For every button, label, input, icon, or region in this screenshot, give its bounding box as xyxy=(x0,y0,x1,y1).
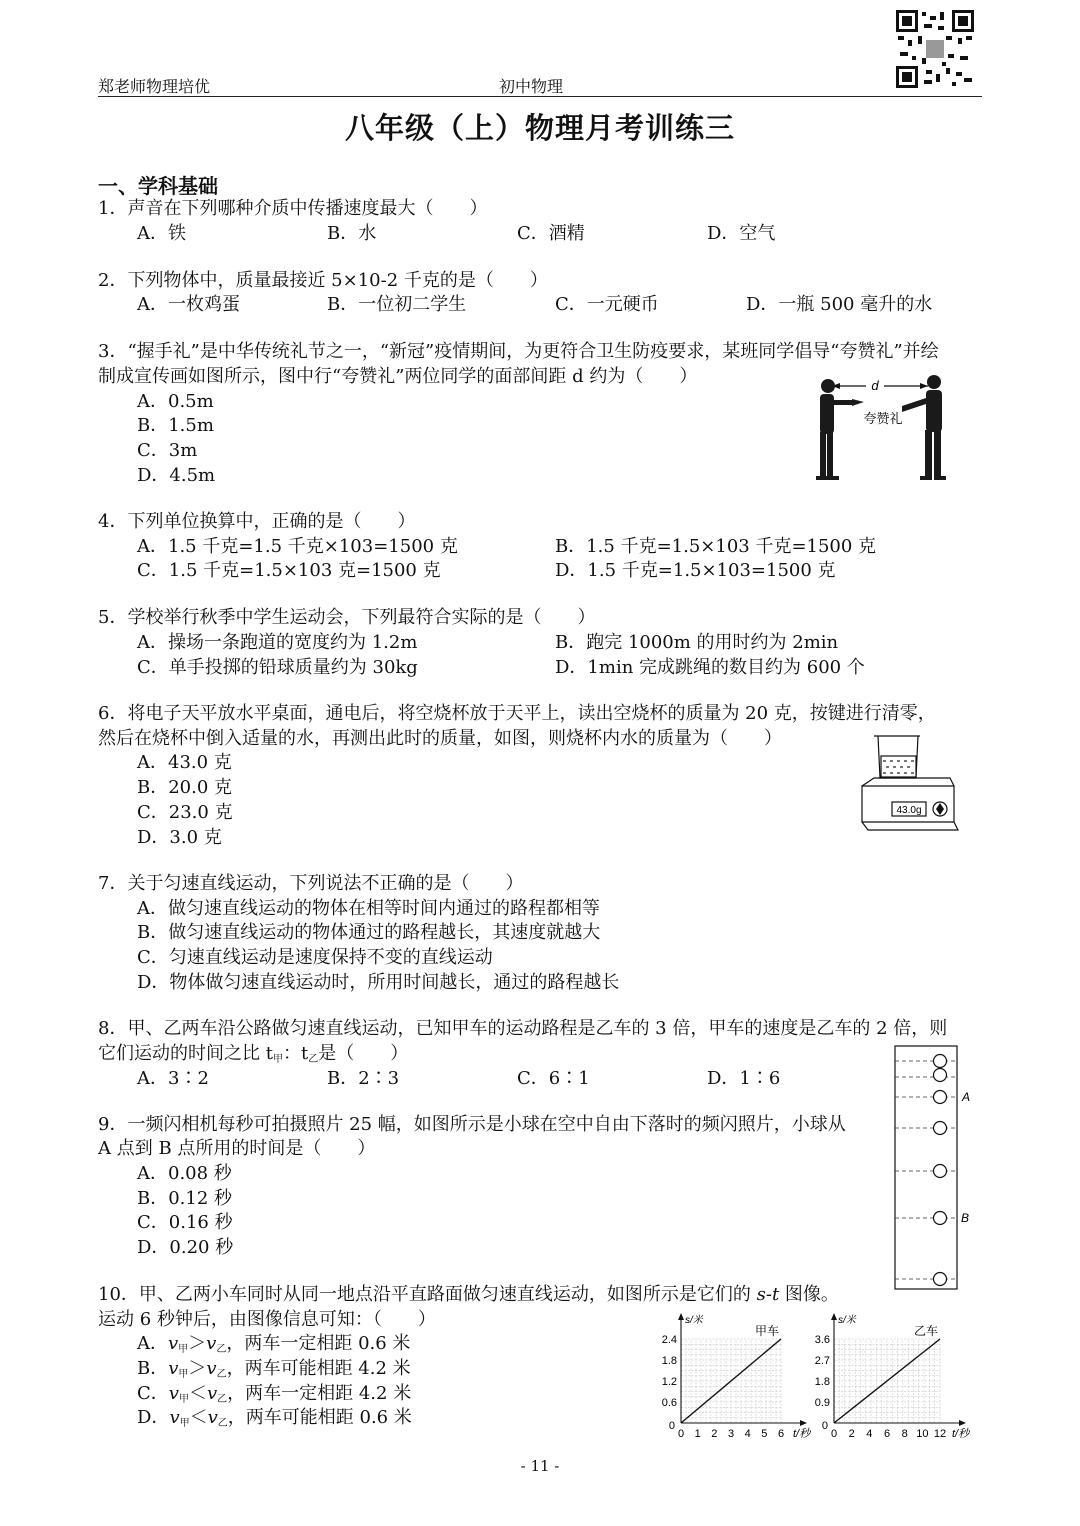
q5-stem: 5．学校举行秋季中学生运动会，下列最符合实际的是（ ） xyxy=(98,607,596,628)
point-a-label: A xyxy=(962,1090,971,1104)
x-axis-arrow xyxy=(959,1420,966,1426)
y-tick-label: 1.2 xyxy=(661,1376,677,1388)
point-b-label: B xyxy=(961,1211,970,1225)
x-tick-label: 6 xyxy=(777,1428,785,1440)
q3-figure xyxy=(810,372,970,484)
y-tick-label: 0.6 xyxy=(661,1397,677,1409)
chart-yi-car xyxy=(808,1305,988,1440)
x-tick-label: 3 xyxy=(727,1428,735,1440)
q5-option-c: C．单手投掷的铅球质量约为 30kg xyxy=(137,657,418,678)
y-tick-label: 2.4 xyxy=(661,1334,677,1346)
q7-option-d: D．物体做匀速直线运动时，所用时间越长，通过的路程越长 xyxy=(137,972,620,993)
q10-option-a: A．$v_甲>v_乙$，两车一定相距 0.6 米 xyxy=(137,1333,411,1355)
x-tick-label: 6 xyxy=(883,1428,891,1440)
q3-stem-line1: 3．“握手礼”是中华传统礼节之一，“新冠”疫情期间，为更符合卫生防疫要求，某班同学倡导“夸赞礼”并绘 xyxy=(98,341,939,362)
q7-option-c: C．匀速直线运动是速度保持不变的直线运动 xyxy=(137,947,493,968)
q9-option-a: A．0.08 秒 xyxy=(137,1163,232,1184)
q4-option-b: B．1.5 千克=1.5×103 千克=1500 克 xyxy=(555,536,877,557)
q6-option-a: A．43.0 克 xyxy=(137,752,232,773)
q9-option-d: D．0.20 秒 xyxy=(137,1237,234,1258)
q9-stem-line2: A 点到 B 点所用的时间是（ ） xyxy=(98,1138,376,1159)
q10-stem-line2: 运动 6 秒钟后，由图像信息可知：（ ） xyxy=(98,1309,436,1330)
q6-option-b: B．20.0 克 xyxy=(137,777,233,798)
ball xyxy=(934,1069,947,1082)
ball xyxy=(934,1165,947,1178)
person-left xyxy=(816,379,852,480)
section-heading: 一、学科基础 xyxy=(98,174,218,198)
q2-option-a: A．一枚鸡蛋 xyxy=(137,294,240,315)
q10-stem-line1: 10．甲、乙两小车同时从同一地点沿平直路面做匀速直线运动，如图所示是它们的 s-t 图像。 xyxy=(98,1284,839,1305)
header-rule xyxy=(98,96,982,97)
q7-stem: 7．关于匀速直线运动，下列说法不正确的是（ ） xyxy=(98,873,524,894)
q2-option-d: D．一瓶 500 毫升的水 xyxy=(746,294,933,315)
q8-option-d: D．1∶6 xyxy=(707,1068,781,1089)
q8-option-c: C．6∶1 xyxy=(517,1068,590,1089)
q8-option-a: A．3∶2 xyxy=(137,1068,209,1089)
x-tick-label: 2 xyxy=(711,1428,718,1440)
y-tick-label: 1.8 xyxy=(661,1355,677,1367)
chart-title: 甲车 xyxy=(754,1324,779,1338)
photo-frame xyxy=(895,1046,957,1289)
q1-option-d: D．空气 xyxy=(707,223,776,244)
origin-label: 0 xyxy=(821,1420,828,1432)
q3-option-d: D．4.5m xyxy=(137,465,216,486)
q6-stem-line2: 然后在烧杯中倒入适量的水，再测出此时的质量，如图，则烧杯内水的质量为（ ） xyxy=(98,728,782,749)
y-axis-label: s/米 xyxy=(838,1315,856,1326)
q6-stem-line1: 6．将电子天平放水平桌面，通电后，将空烧杯放于天平上，读出空烧杯的质量为 20 克，按键进行清零， xyxy=(98,703,936,724)
q2-option-c: C．一元硬币 xyxy=(555,294,659,315)
chart-jia-car xyxy=(655,1305,825,1440)
y-axis-label: s/米 xyxy=(685,1315,703,1326)
ball xyxy=(934,1091,947,1104)
qr-code xyxy=(896,10,974,88)
x-axis-label: t/秒 xyxy=(952,1428,970,1440)
x-axis-label: t/秒 xyxy=(793,1428,811,1440)
y-tick-label: 0.9 xyxy=(814,1397,830,1409)
q1-option-b: B．水 xyxy=(327,223,377,244)
x-tick-label: 0 xyxy=(830,1428,838,1440)
q8-option-b: B．2∶3 xyxy=(327,1068,400,1089)
q6-option-d: D．3.0 克 xyxy=(137,827,222,848)
q3-option-c: C．3m xyxy=(137,440,198,461)
q9-stem-line1: 9．一频闪相机每秒可拍摄照片 25 幅，如图所示是小球在空中自由下落时的频闪照片，小球从 xyxy=(98,1114,846,1135)
y-axis-arrow xyxy=(831,1313,837,1320)
header-center: 初中物理 xyxy=(499,77,564,96)
x-tick-label: 10 xyxy=(916,1428,929,1440)
page-number: - 11 - xyxy=(520,1457,560,1475)
x-tick-label: 12 xyxy=(933,1428,947,1440)
q8-stem-line2: 它们运动的时间之比 $t_甲$：$t_乙$是（ ） xyxy=(98,1043,409,1065)
q6-option-c: C．23.0 克 xyxy=(137,802,233,823)
x-tick-label: 0 xyxy=(677,1428,685,1440)
q10-option-d: D．$v_甲<v_乙$，两车可能相距 0.6 米 xyxy=(137,1407,412,1429)
y-tick-label: 2.7 xyxy=(814,1355,830,1367)
q3-stem-line2: 制成宣传画如图所示，图中行“夸赞礼”两位同学的面部间距 d 约为（ ） xyxy=(98,366,698,387)
ball xyxy=(934,1212,947,1225)
origin-label: 0 xyxy=(668,1420,675,1432)
ball xyxy=(934,1273,947,1286)
q2-option-b: B．一位初二学生 xyxy=(327,294,467,315)
y-axis-arrow xyxy=(678,1313,684,1320)
q10-option-b: B．$v_甲>v_乙$，两车可能相距 4.2 米 xyxy=(137,1358,411,1380)
q9-figure-strobe-photo xyxy=(893,1045,975,1291)
q8-stem-line1: 8．甲、乙两车沿公路做匀速直线运动，已知甲车的运动路程是乙车的 3 倍，甲车的速度是乙车的 2 倍，则 xyxy=(98,1018,948,1039)
ball xyxy=(934,1055,947,1068)
q9-option-b: B．0.12 秒 xyxy=(137,1188,233,1209)
q4-option-d: D．1.5 千克=1.5×103=1500 克 xyxy=(555,560,836,581)
x-tick-label: 1 xyxy=(694,1428,701,1440)
q5-option-d: D．1min 完成跳绳的数目约为 600 个 xyxy=(555,657,865,678)
q9-option-c: C．0.16 秒 xyxy=(137,1212,233,1233)
d-label: d xyxy=(871,378,879,393)
q5-option-a: A．操场一条跑道的宽度约为 1.2m xyxy=(137,632,418,653)
x-tick-label: 4 xyxy=(866,1428,873,1440)
x-tick-label: 5 xyxy=(761,1428,768,1440)
q6-figure-electronic-scale xyxy=(858,730,962,834)
q1-stem: 1．声音在下列哪种介质中传播速度最大（ ） xyxy=(98,198,488,219)
q4-stem: 4．下列单位换算中，正确的是（ ） xyxy=(98,511,416,532)
q1-option-c: C．酒精 xyxy=(517,223,585,244)
y-tick-label: 1.8 xyxy=(814,1376,830,1388)
figure-caption: 夸赞礼 xyxy=(863,411,903,426)
q3-option-a: A．0.5m xyxy=(137,391,214,412)
q4-option-a: A．1.5 千克=1.5 千克×103=1500 克 xyxy=(137,536,458,557)
chart-title: 乙车 xyxy=(913,1324,938,1338)
x-tick-label: 8 xyxy=(901,1428,908,1440)
x-tick-label: 4 xyxy=(744,1428,751,1440)
q7-option-a: A．做匀速直线运动的物体在相等时间内通过的路程都相等 xyxy=(137,898,600,919)
header-left: 郑老师物理培优 xyxy=(98,77,211,96)
scale-reading: 43.0g xyxy=(896,805,922,816)
q2-stem: 2．下列物体中，质量最接近 5×10-2 千克的是（ ） xyxy=(98,270,548,291)
x-tick-label: 2 xyxy=(848,1428,855,1440)
q1-option-a: A．铁 xyxy=(137,223,186,244)
q3-option-b: B．1.5m xyxy=(137,415,214,436)
x-axis-arrow xyxy=(800,1420,807,1426)
person-right xyxy=(902,375,946,480)
q10-option-c: C．$v_甲<v_乙$，两车一定相距 4.2 米 xyxy=(137,1383,412,1405)
q5-option-b: B．跑完 1000m 的用时约为 2min xyxy=(555,632,839,653)
y-tick-label: 3.6 xyxy=(814,1334,830,1346)
page-title: 八年级（上）物理月考训练三 xyxy=(344,111,735,145)
q4-option-c: C．1.5 千克=1.5×103 克=1500 克 xyxy=(137,560,441,581)
ball xyxy=(934,1122,947,1135)
q7-option-b: B．做匀速直线运动的物体通过的路程越长，其速度就越大 xyxy=(137,922,601,943)
